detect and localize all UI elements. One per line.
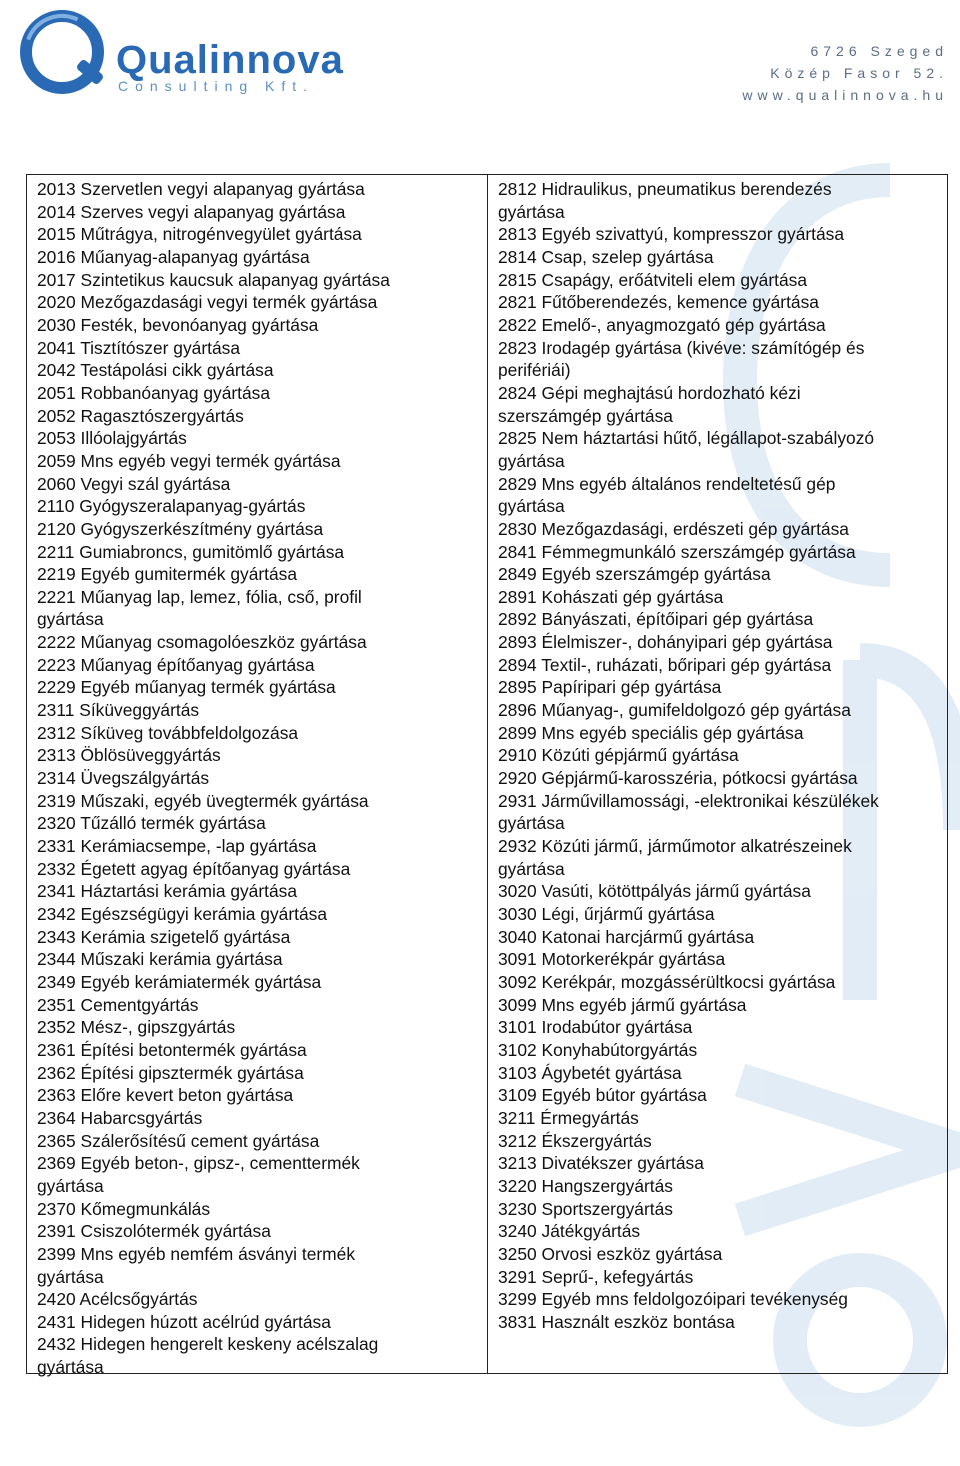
activity-line: 2910 Közúti gépjármű gyártása <box>498 745 739 766</box>
activity-line: 2823 Irodagép gyártása (kivéve: számítógép és <box>498 337 865 358</box>
activity-line: gyártása <box>498 201 565 222</box>
activity-line: 2332 Égetett agyag építőanyag gyártása <box>37 858 351 879</box>
activity-line: gyártása <box>498 813 565 834</box>
left-column <box>27 175 488 1378</box>
activity-line: 2320 Tűzálló termék gyártása <box>37 813 266 834</box>
activity-line: 2319 Műszaki, egyéb üvegtermék gyártása <box>37 790 369 811</box>
activity-line: 2932 Közúti jármű, járműmotor alkatrészeinek <box>498 836 852 857</box>
activity-line: gyártása <box>498 858 565 879</box>
activity-line: 2849 Egyéb szerszámgép gyártása <box>498 564 771 585</box>
activity-line: gyártása <box>37 1266 104 1287</box>
activity-line: 3291 Seprű-, kefegyártás <box>498 1266 694 1287</box>
activity-line: 2892 Bányászati, építőipari gép gyártása <box>498 609 814 630</box>
activity-line: gyártása <box>37 1357 104 1378</box>
activity-line: 2041 Tisztítószer gyártása <box>37 337 240 358</box>
activity-line: 2812 Hidraulikus, pneumatikus berendezés <box>498 179 832 199</box>
activity-line: 2420 Acélcsőgyártás <box>37 1289 198 1310</box>
company-subtitle: Consulting Kft. <box>118 78 315 94</box>
activity-line: 3220 Hangszergyártás <box>498 1175 673 1196</box>
activity-line: 3092 Kerékpár, mozgássérültkocsi gyártása <box>498 971 836 992</box>
website: www.qualinnova.hu <box>742 87 948 103</box>
activity-line: 3211 Érmegyártás <box>498 1107 639 1128</box>
activity-line: 3030 Légi, űrjármű gyártása <box>498 904 715 924</box>
activity-line: 2822 Emelő-, anyagmozgató gép gyártása <box>498 314 826 335</box>
activity-line: 3091 Motorkerékpár gyártása <box>498 949 726 970</box>
activity-line: 3230 Sportszergyártás <box>498 1198 673 1219</box>
activity-line: 3102 Konyhabútorgyártás <box>498 1039 698 1060</box>
activity-line: 2052 Ragasztószergyártás <box>37 405 244 426</box>
activity-line: 2229 Egyéb műanyag termék gyártása <box>37 677 336 698</box>
activity-line: 2829 Mns egyéb általános rendeltetésű gép <box>498 473 836 494</box>
activity-line: 2219 Egyéb gumitermék gyártása <box>37 564 298 585</box>
activity-line: szerszámgép gyártása <box>498 405 673 426</box>
activity-line: 2314 Üvegszálgyártás <box>37 768 210 789</box>
activity-line: 2223 Műanyag építőanyag gyártása <box>37 654 315 675</box>
activity-line: 2014 Szerves vegyi alapanyag gyártása <box>37 201 346 222</box>
activity-line: 3299 Egyéb mns feldolgozóipari tevékenység <box>498 1289 848 1310</box>
right-column <box>488 175 947 1373</box>
activity-line: 2312 Síküveg továbbfeldolgozása <box>37 722 299 743</box>
activity-line: 2311 Síküveggyártás <box>37 700 200 721</box>
address-line-1: 6726 Szeged <box>810 43 948 59</box>
activity-line: 2313 Öblösüveggyártás <box>37 745 221 766</box>
activity-line: 2931 Járművillamossági, -elektronikai készülékek <box>498 790 879 811</box>
activity-line: 2432 Hidegen hengerelt keskeny acélszalag <box>37 1334 379 1355</box>
activity-line: 2364 Habarcsgyártás <box>37 1107 203 1128</box>
activity-line: 3099 Mns egyéb jármű gyártása <box>498 994 747 1015</box>
activity-line: 2813 Egyéb szivattyú, kompresszor gyártása <box>498 224 845 245</box>
activity-line: 3831 Használt eszköz bontása <box>498 1311 735 1332</box>
activity-line: 3250 Orvosi eszköz gyártása <box>498 1243 723 1264</box>
activity-line: 2894 Textil-, ruházati, bőripari gép gyártása <box>498 654 832 675</box>
activity-line: 2825 Nem háztartási hűtő, légállapot-szabályozó <box>498 428 875 449</box>
activity-line: 2344 Műszaki kerámia gyártása <box>37 949 283 970</box>
activity-line: 2211 Gumiabroncs, gumitömlő gyártása <box>37 541 345 562</box>
activity-line: 2352 Mész-, gipszgyártás <box>37 1017 236 1038</box>
activity-line: 2391 Csiszolótermék gyártása <box>37 1221 271 1242</box>
activity-line: 2362 Építési gipsztermék gyártása <box>37 1062 304 1083</box>
activity-line: 2899 Mns egyéb speciális gép gyártása <box>498 722 804 743</box>
activity-line: 3040 Katonai harcjármű gyártása <box>498 926 755 947</box>
activity-line: 2365 Szálerősítésű cement gyártása <box>37 1130 320 1151</box>
activity-line: 2815 Csapágy, erőátviteli elem gyártása <box>498 269 808 290</box>
activity-line: gyártása <box>498 450 565 471</box>
activity-line: 2824 Gépi meghajtású hordozható kézi <box>498 382 801 403</box>
activity-line: gyártása <box>498 496 565 517</box>
activity-line: 2841 Fémmegmunkáló szerszámgép gyártása <box>498 541 856 562</box>
activity-line: 2060 Vegyi szál gyártása <box>37 473 231 494</box>
activity-line: 2053 Illóolajgyártás <box>37 428 187 449</box>
activity-line: 2399 Mns egyéb nemfém ásványi termék <box>37 1243 356 1264</box>
activity-line: 2349 Egyéb kerámiatermék gyártása <box>37 971 322 992</box>
activity-codes-table <box>26 174 948 1378</box>
activity-line: 3212 Ékszergyártás <box>498 1130 652 1151</box>
address-line-2: Közép Fasor 52. <box>770 65 948 81</box>
activity-line: 2893 Élelmiszer-, dohányipari gép gyártása <box>498 632 833 653</box>
activity-line: 3213 Divatékszer gyártása <box>498 1153 704 1174</box>
activity-line: 2830 Mezőgazdasági, erdészeti gép gyártása <box>498 518 849 539</box>
activity-line: 2920 Gépjármű-karosszéria, pótkocsi gyártása <box>498 768 858 789</box>
activity-line: 2331 Kerámiacsempe, -lap gyártása <box>37 836 317 857</box>
company-name: Qualinnova <box>116 38 344 82</box>
activity-line: 2120 Gyógyszerkészítmény gyártása <box>37 518 324 539</box>
qualinnova-logo-icon <box>18 8 108 98</box>
activity-line: 2369 Egyéb beton-, gipsz-, cementtermék <box>37 1153 360 1174</box>
activity-line: 2030 Festék, bevonóanyag gyártása <box>37 314 319 335</box>
activity-line: 2016 Műanyag-alapanyag gyártása <box>37 246 310 267</box>
activity-line: 2051 Robbanóanyag gyártása <box>37 382 271 403</box>
activity-line: 2370 Kőmegmunkálás <box>37 1198 211 1219</box>
activity-line: 3109 Egyéb bútor gyártása <box>498 1085 707 1106</box>
activity-line: 2814 Csap, szelep gyártása <box>498 246 714 267</box>
activity-line: perifériái) <box>498 360 571 381</box>
activity-line: 2015 Műtrágya, nitrogénvegyület gyártása <box>37 224 362 245</box>
activity-line: 2363 Előre kevert beton gyártása <box>37 1085 294 1106</box>
activity-line: 2221 Műanyag lap, lemez, fólia, cső, profil <box>37 586 362 607</box>
activity-line: 2342 Egészségügyi kerámia gyártása <box>37 904 328 924</box>
activity-line: 2013 Szervetlen vegyi alapanyag gyártása <box>37 179 365 199</box>
activity-line: 3240 Játékgyártás <box>498 1221 641 1242</box>
activity-line: 2896 Műanyag-, gumifeldolgozó gép gyártása <box>498 700 851 721</box>
activity-line: 3103 Ágybetét gyártása <box>498 1062 682 1083</box>
activity-line: 2059 Mns egyéb vegyi termék gyártása <box>37 450 341 471</box>
activity-line: 2343 Kerámia szigetelő gyártása <box>37 926 291 947</box>
activity-line: 2341 Háztartási kerámia gyártása <box>37 881 298 902</box>
activity-line: 2431 Hidegen húzott acélrúd gyártása <box>37 1311 331 1332</box>
activity-line: 2821 Fűtőberendezés, kemence gyártása <box>498 292 819 313</box>
address-block <box>742 40 948 106</box>
activity-line: 2895 Papíripari gép gyártása <box>498 677 722 698</box>
activity-line: 3101 Irodabútor gyártása <box>498 1017 693 1038</box>
activity-line: gyártása <box>37 609 104 630</box>
activity-line: gyártása <box>37 1175 104 1196</box>
letterhead <box>0 0 960 110</box>
activity-line: 2891 Kohászati gép gyártása <box>498 586 724 607</box>
activity-line: 2351 Cementgyártás <box>37 994 199 1015</box>
activity-line: 2361 Építési betontermék gyártása <box>37 1039 307 1060</box>
activity-line: 2020 Mezőgazdasági vegyi termék gyártása <box>37 292 378 313</box>
activity-line: 2017 Szintetikus kaucsuk alapanyag gyártása <box>37 269 390 290</box>
activity-line: 2222 Műanyag csomagolóeszköz gyártása <box>37 632 367 653</box>
activity-line: 2042 Testápolási cikk gyártása <box>37 360 274 381</box>
activity-line: 2110 Gyógyszeralapanyag-gyártás <box>37 496 306 517</box>
activity-line: 3020 Vasúti, kötöttpályás jármű gyártása <box>498 881 811 902</box>
